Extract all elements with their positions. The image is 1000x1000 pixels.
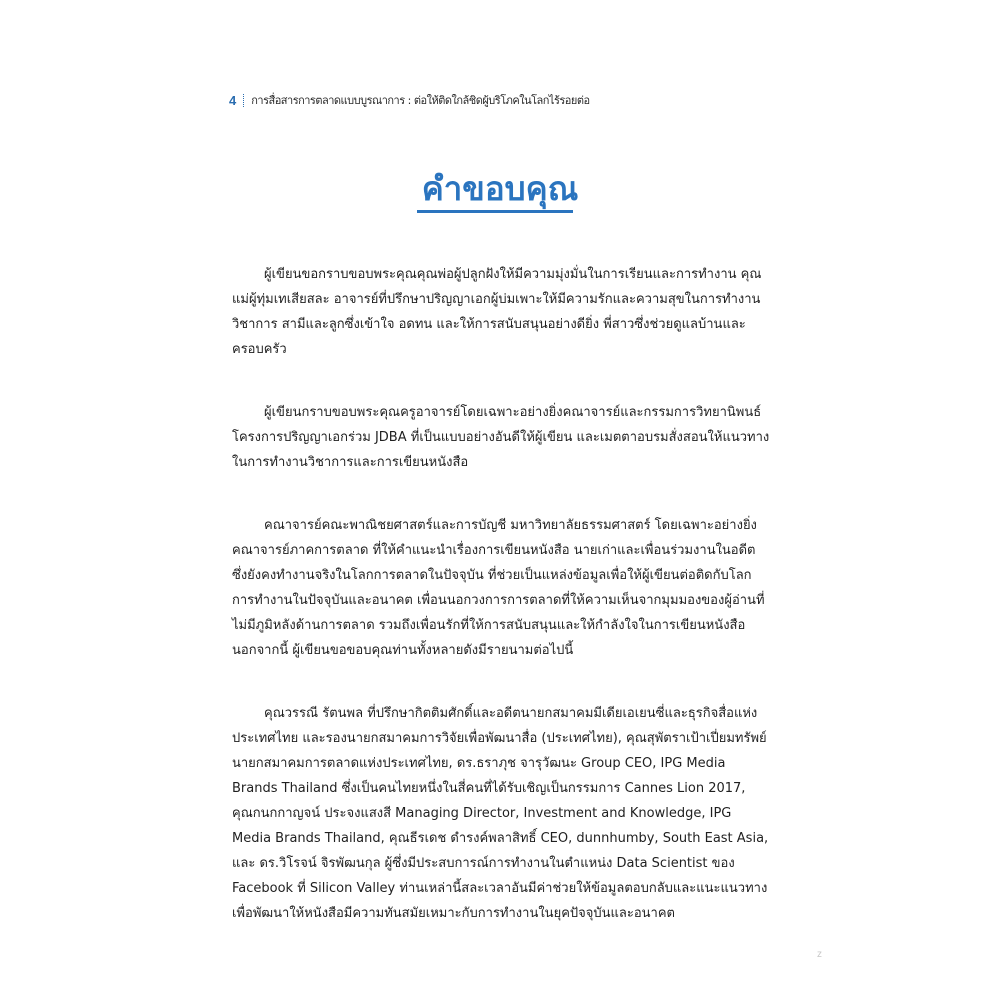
paragraph-family: ผู้เขียนขอกราบขอบพระคุณคุณพ่อผู้ปลูกฝังให้มีความมุ่งมั่นในการเรียนและการทำงาน คุณแม่ผู้ทุ่มเทเสียสละ อาจารย์ที่ปรึกษาปริญญาเอกผู้บ่มเพาะให้มีความรักและความสุขในการทำงานวิชาการ สามีและลูกซึ่งเข้าใจ อดทน และให้การสนับสนุนอย่างดียิ่ง พี่สาวซึ่งช่วยดูแลบ้านและครอบครัว	[232, 267, 762, 357]
running-header	[229, 90, 590, 110]
paragraph-industry-contributors: คุณวรรณี รัตนพล ที่ปรึกษากิตติมศักดิ์และอดีตนายกสมาคมมีเดียเอเยนซี่และธุรกิจสื่อแห่งประเทศไทย และรองนายกสมาคมการวิจัยเพื่อพัฒนาสื่อ (ประเทศไทย), คุณสุพัตราเป้าเปี่ยมทรัพย์ นายกสมาคมการตลาดแห่งประเทศไทย, ดร.ธราภุช จารุวัฒนะ Group CEO, IPG Media Brands Thailand ซึ่งเป็นคนไทยหนึ่งในสี่คนที่ได้รับเชิญเป็นกรรมการ Cannes Lion 2017, คุณกนกกาญจน์ ประจงแสงสี Managing Director, Investment and Knowledge, IPG Media Brands Thailand, คุณธีรเดช ดำรงค์พลาสิทธิ์ CEO, dunnhumby, South East Asia, และ ดร.วิโรจน์ จิรพัฒนกุล ผู้ซึ่งมีประสบการณ์การทำงานในตำแหน่ง Data Scientist ของ Facebook ที่ Silicon Valley ท่านเหล่านี้สละเวลาอันมีค่าช่วยให้ข้อมูลตอบกลับและแนะแนวทางเพื่อพัฒนาให้หนังสือมีความทันสมัยเหมาะกับการทำงานในยุคปัจจุบันและอนาคต	[232, 706, 769, 921]
page-number: 4	[229, 92, 237, 108]
paragraph-teachers: ผู้เขียนกราบขอบพระคุณครูอาจารย์โดยเฉพาะอย่างยิ่งคณาจารย์และกรรมการวิทยานิพนธ์ โครงการปริญญาเอกร่วม JDBA ที่เป็นแบบอย่างอันดีให้ผู้เขียน และเมตตาอบรมสั่งสอนให้แนวทางในการทำงานวิชาการและการเขียนหนังสือ	[232, 405, 770, 470]
paragraph-faculty-colleagues: คณาจารย์คณะพาณิชยศาสตร์และการบัญชี มหาวิทยาลัยธรรมศาสตร์ โดยเฉพาะอย่างยิ่ง คณาจารย์ภาคการตลาด ที่ให้คำแนะนำเรื่องการเขียนหนังสือ นายเก่าและเพื่อนร่วมงานในอดีต ซึ่งยังคงทำงานจริงในโลกการตลาดในปัจจุบัน ที่ช่วยเป็นแหล่งข้อมูลเพื่อให้ผู้เขียนต่อติดกับโลกการทำงานในปัจจุบันและอนาคต เพื่อนนอกวงการการตลาดที่ให้ความเห็นจากมุมมองของผู้อ่านที่ไม่มีภูมิหลังด้านการตลาด รวมถึงเพื่อนรักที่ให้การสนับสนุนและให้กำลังใจในการเขียนหนังสือ นอกจากนี้ ผู้เขียนขอขอบคุณท่านทั้งหลายดังมีรายนามต่อไปนี้	[232, 518, 765, 658]
book-title: การสื่อสารการตลาดแบบบูรณาการ : ต่อให้ติดใกล้ชิดผู้บริโภคในโลกไร้รอยต่อ	[251, 94, 590, 107]
corner-mark: z	[817, 949, 822, 960]
chapter-title: คำขอบคุณ	[421, 169, 579, 208]
header-divider	[243, 94, 245, 107]
acknowledgements-body	[232, 262, 770, 964]
title-underline	[417, 210, 573, 213]
